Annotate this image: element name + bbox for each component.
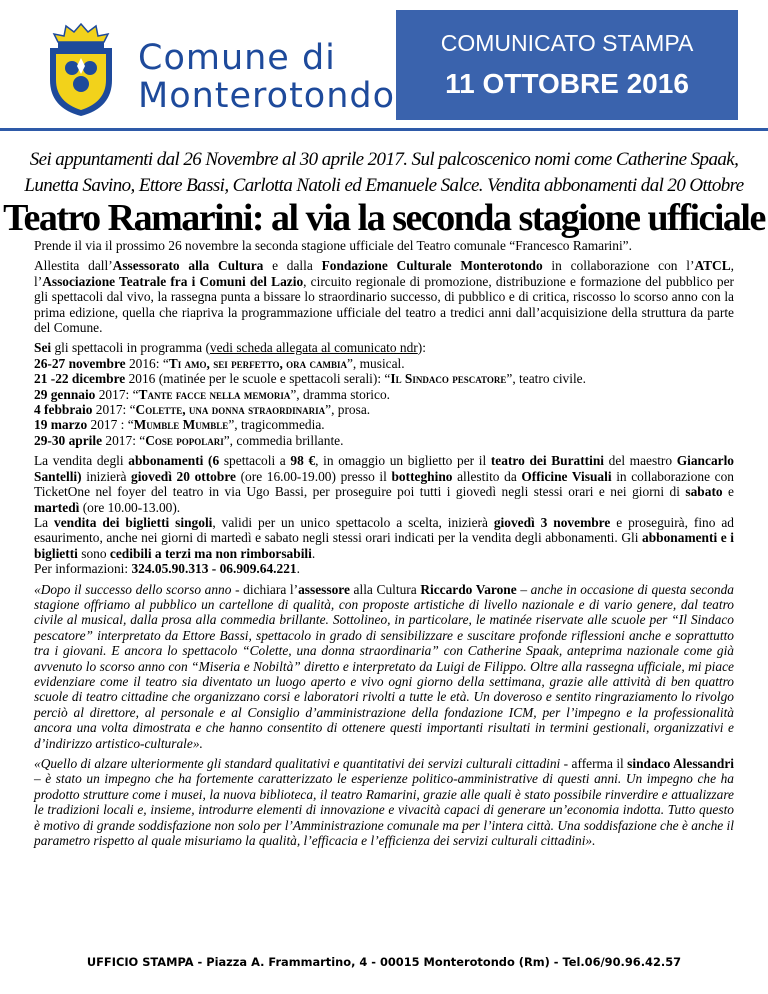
organizers-paragraph: Allestita dall’Assessorato alla Cultura e dalla Fondazione Culturale Monterotondo in collaborazione con l’ATCL, l’Associazione Teatrale fra i Comuni del Lazio, circuito regionale di promozione, distribuzione e formazione del pubblico per gli spettacoli dal vivo, la rassegna punta a bissare lo straordinario successo, di pubblico e di critica, riscosso lo scorso anno con la prima edizione, quella che riapriva la programmazione ufficiale del teatro a tredici anni dall’acquisizione della struttura da parte del Comune.	[34, 258, 735, 336]
schedule-item: 4 febbraio 2017: “Colette, una donna straordinaria”, prosa.	[34, 402, 371, 418]
article-body	[34, 238, 734, 853]
organization-city: Monterotondo	[138, 76, 396, 116]
ticket-sales-paragraph: La vendita degli abbonamenti (6 spettacoli a 98 €, in omaggio un biglietto per il teatro dei Burattini del maestro Giancarlo Santelli) inizierà giovedì 20 ottobre (ore 16.00-19.00) presso il botteghino allestito da Officine Visuali in collaborazione con TicketOne nel foyer del teatro in via Ugo Bassi, per proseguire poi tutti i giovedì negli stessi orari e nei giorni di sabato e martedì (ore 10.00-13.00). La vendita dei biglietti singoli, validi per un unico spettacolo a scelta, inizierà giovedì 3 novembre e proseguirà, fino ad esaurimento, anche nei giorni di martedì e sabato negli stessi orari indicati per la vendita degli abbonamenti. Gli abbonamenti e i biglietti sono cedibili a terzi ma non rimborsabili. Per informazioni: 324.05.90.313 - 06.909.64.221.	[34, 453, 735, 577]
press-office-footer: UFFICIO STAMPA - Piazza A. Frammartino, 4 - 00015 Monterotondo (Rm) - Tel.06/90.96.42.57	[86, 955, 682, 969]
letterhead	[0, 0, 768, 140]
subheadline	[0, 147, 768, 199]
program-intro: Sei gli spettacoli in programma (vedi scheda allegata al comunicato ndr):	[34, 340, 426, 356]
schedule-item: 21 -22 dicembre 2016 (matinée per le scuole e spettacoli serali): “Il Sindaco pescatore”, teatro civile.	[34, 371, 586, 387]
headline: Teatro Ramarini: al via la seconda stagione ufficiale	[3, 197, 765, 239]
subheadline-line: Sei appuntamenti dal 26 Novembre al 30 aprile 2017. Sul palcoscenico nomi come Catherine Spaak,	[29, 149, 739, 170]
organization-name: Comune di	[138, 38, 336, 78]
header-divider	[0, 128, 768, 131]
schedule-item: 29-30 aprile 2017: “Cose popolari”, commedia brillante.	[34, 432, 344, 448]
mayor-quote: «Quello di alzare ulteriormente gli standard qualitativi e quantitativi dei servizi culturali cittadini - afferma il sindaco Alessandri – è stato un impegno che ha fortemente caratterizzato le esperienze politico-amministrative di questi anni. Un impegno che ha prodotto strutture come i musei, la nuova biblioteca, il teatro Ramarini, grazie alle quali è stato possibile rinverdire e attualizzare le tradizioni locali e, insieme, introdurre elementi di innovazione e vivacità capaci di generare un’economia indotta. Tutto questo è motivo di grande soddisfazione non solo per l’Amministrazione comunale ma per l’intera città. Una soddisfazione che è anche il parametro rispetto al quale misuriamo la qualità, l’efficacia e l’efficienza dei servizi culturali cittadini».	[34, 756, 735, 849]
press-release-date: 11 OTTOBRE 2016	[445, 68, 689, 99]
schedule-item: 29 gennaio 2017: “Tante facce nella memoria”, dramma storico.	[34, 386, 390, 402]
attached-sheet-note: vedi scheda allegata al comunicato ndr	[209, 340, 418, 356]
schedule-item: 19 marzo 2017 : “Mumble Mumble”, tragicommedia.	[34, 417, 325, 433]
press-release-banner	[396, 10, 738, 120]
subheadline-line: Lunetta Savino, Ettore Bassi, Carlotta Natoli ed Emanuele Salce. Vendita abbonamenti dal 20 Ottobre	[24, 175, 744, 196]
press-release-label: COMUNICATO STAMPA	[440, 30, 694, 56]
info-phone-numbers: 324.05.90.313 - 06.909.64.221	[131, 561, 297, 577]
municipal-crest-logo	[36, 22, 126, 118]
intro-paragraph: Prende il via il prossimo 26 novembre la seconda stagione ufficiale del Teatro comunale “Francesco Ramarini”.	[34, 238, 632, 253]
assessor-quote: «Dopo il successo dello scorso anno - dichiara l’assessore alla Cultura Riccardo Varone – anche in occasione di questa seconda stagione offriamo al pubblico un cartellone di qualità, con proposte artistiche di livello nazionale e di vario genere, dal teatro civile al musical, dalla prosa alla commedia brillante. Sottolineo, in particolare, le matinée riservate alle scuole per “Il Sindaco pescatore” interpretato da Ettore Bassi, spettacolo in grado di sensibilizzare e suscitare profonde riflessioni anche e soprattutto tra i giovani. E ancora lo spettacolo “Colette, una donna straordinaria” con Catherine Spaak, anteprima nazionale come già avvenuto lo scorso anno con “Miseria e Nobiltà” diretto e interpretato da Luigi de Filippo. Oltre alla rassegna ufficiale, mi piace evidenziare come il teatro sia diventato un luogo aperto e vivo ogni giorno della settimana, grazie alle attività di ben quattro scuole di teatro cittadine che organizzano corsi e laboratori rivolti a tutte le età. Un doveroso e sentito ringraziamento lo rivolgo perciò al direttore, al personale e al Consiglio d’amministrazione della fondazione ICM, per l’impegno e la professionalità ancora una volta dimostrata e che hanno consentito di ottenere questi importanti risultati in termini gestionali, organizzativi e d’indirizzo artistico-culturale».	[34, 581, 734, 751]
schedule-item: 26-27 novembre 2016: “Ti amo, sei perfetto, ora cambia”, musical.	[34, 355, 405, 371]
